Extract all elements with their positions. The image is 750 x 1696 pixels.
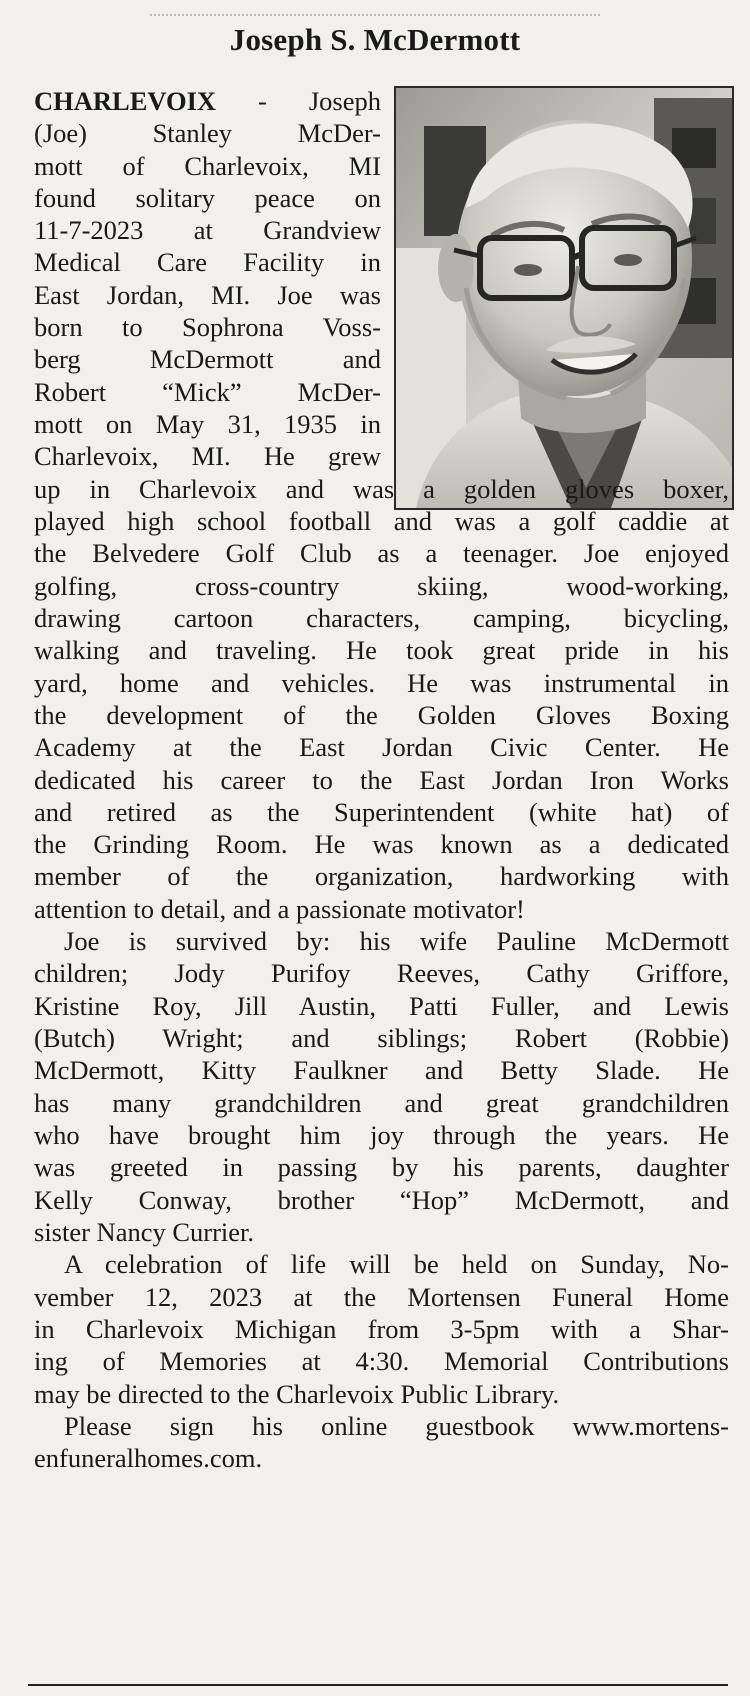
text-line: (Butch) Wright; and siblings; Robert (Robbie) xyxy=(34,1023,729,1053)
text-line: the development of the Golden Gloves Boxing xyxy=(34,700,729,730)
text-line: golfing, cross-country skiing, wood-working, xyxy=(34,571,729,601)
text-line: ing of Memories at 4:30. Memorial Contributions xyxy=(34,1346,729,1376)
text-line: children; Jody Purifoy Reeves, Cathy Griffore, xyxy=(34,958,729,988)
text-line: berg McDermott and xyxy=(34,344,381,374)
text-line: McDermott, Kitty Faulkner and Betty Slade. He xyxy=(34,1055,729,1085)
text-line: may be directed to the Charlevoix Public Library. xyxy=(34,1379,560,1409)
text-line: mott on May 31, 1935 in xyxy=(34,409,381,439)
text-line: walking and traveling. He took great pride in his xyxy=(34,635,729,665)
text-line: East Jordan, MI. Joe was xyxy=(34,280,381,310)
text-line: enfuneralhomes.com. xyxy=(34,1443,263,1473)
portrait-photo xyxy=(394,86,734,510)
dateline: CHARLEVOIX xyxy=(34,86,217,116)
text-line-fragment: - Joseph xyxy=(216,86,381,116)
text-line: played high school football and was a golf caddie at xyxy=(34,506,729,536)
text-line: member of the organization, hardworking with xyxy=(34,861,729,891)
text-line: has many grandchildren and great grandchildren xyxy=(34,1088,729,1118)
text-line: Kelly Conway, brother “Hop” McDermott, and xyxy=(34,1185,729,1215)
text-line: born to Sophrona Voss- xyxy=(34,312,381,342)
text-line: vember 12, 2023 at the Mortensen Funeral Home xyxy=(34,1282,729,1312)
text-line: drawing cartoon characters, camping, bicycling, xyxy=(34,603,729,633)
text-line: was greeted in passing by his parents, daughter xyxy=(34,1152,729,1182)
text-line: 11-7-2023 at Grandview xyxy=(34,215,381,245)
text-line: Medical Care Facility in xyxy=(34,247,381,277)
text-line: Joe is survived by: his wife Pauline McDermott xyxy=(64,926,729,956)
text-line: found solitary peace on xyxy=(34,183,381,213)
text-line: Please sign his online guestbook www.mortens- xyxy=(64,1411,729,1441)
text-line: the Belvedere Golf Club as a teenager. Joe enjoyed xyxy=(34,538,729,568)
text-line: attention to detail, and a passionate motivator! xyxy=(34,894,525,924)
text-line: up in Charlevoix and was a golden gloves boxer, xyxy=(34,474,729,504)
text-line: and retired as the Superintendent (white hat) of xyxy=(34,797,729,827)
text-line: yard, home and vehicles. He was instrumental in xyxy=(34,668,729,698)
text-line: A celebration of life will be held on Sunday, No- xyxy=(64,1249,729,1279)
text-line: who have brought him joy through the years. He xyxy=(34,1120,729,1150)
text-line: the Grinding Room. He was known as a dedicated xyxy=(34,829,729,859)
top-rule xyxy=(150,14,600,18)
text-line xyxy=(34,85,381,117)
text-line: (Joe) Stanley McDer- xyxy=(34,118,381,148)
text-line: mott of Charlevoix, MI xyxy=(34,151,381,181)
text-line: in Charlevoix Michigan from 3-5pm with a Shar- xyxy=(34,1314,729,1344)
obituary-title: Joseph S. McDermott xyxy=(229,22,521,57)
text-line: Robert “Mick” McDer- xyxy=(34,377,381,407)
text-line: sister Nancy Currier. xyxy=(34,1217,255,1247)
text-line: Academy at the East Jordan Civic Center. He xyxy=(34,732,729,762)
bottom-rule xyxy=(28,1684,728,1686)
text-line: Charlevoix, MI. He grew xyxy=(34,441,381,471)
text-line: dedicated his career to the East Jordan Iron Works xyxy=(34,765,729,795)
text-line: Kristine Roy, Jill Austin, Patti Fuller, and Lewis xyxy=(34,991,729,1021)
